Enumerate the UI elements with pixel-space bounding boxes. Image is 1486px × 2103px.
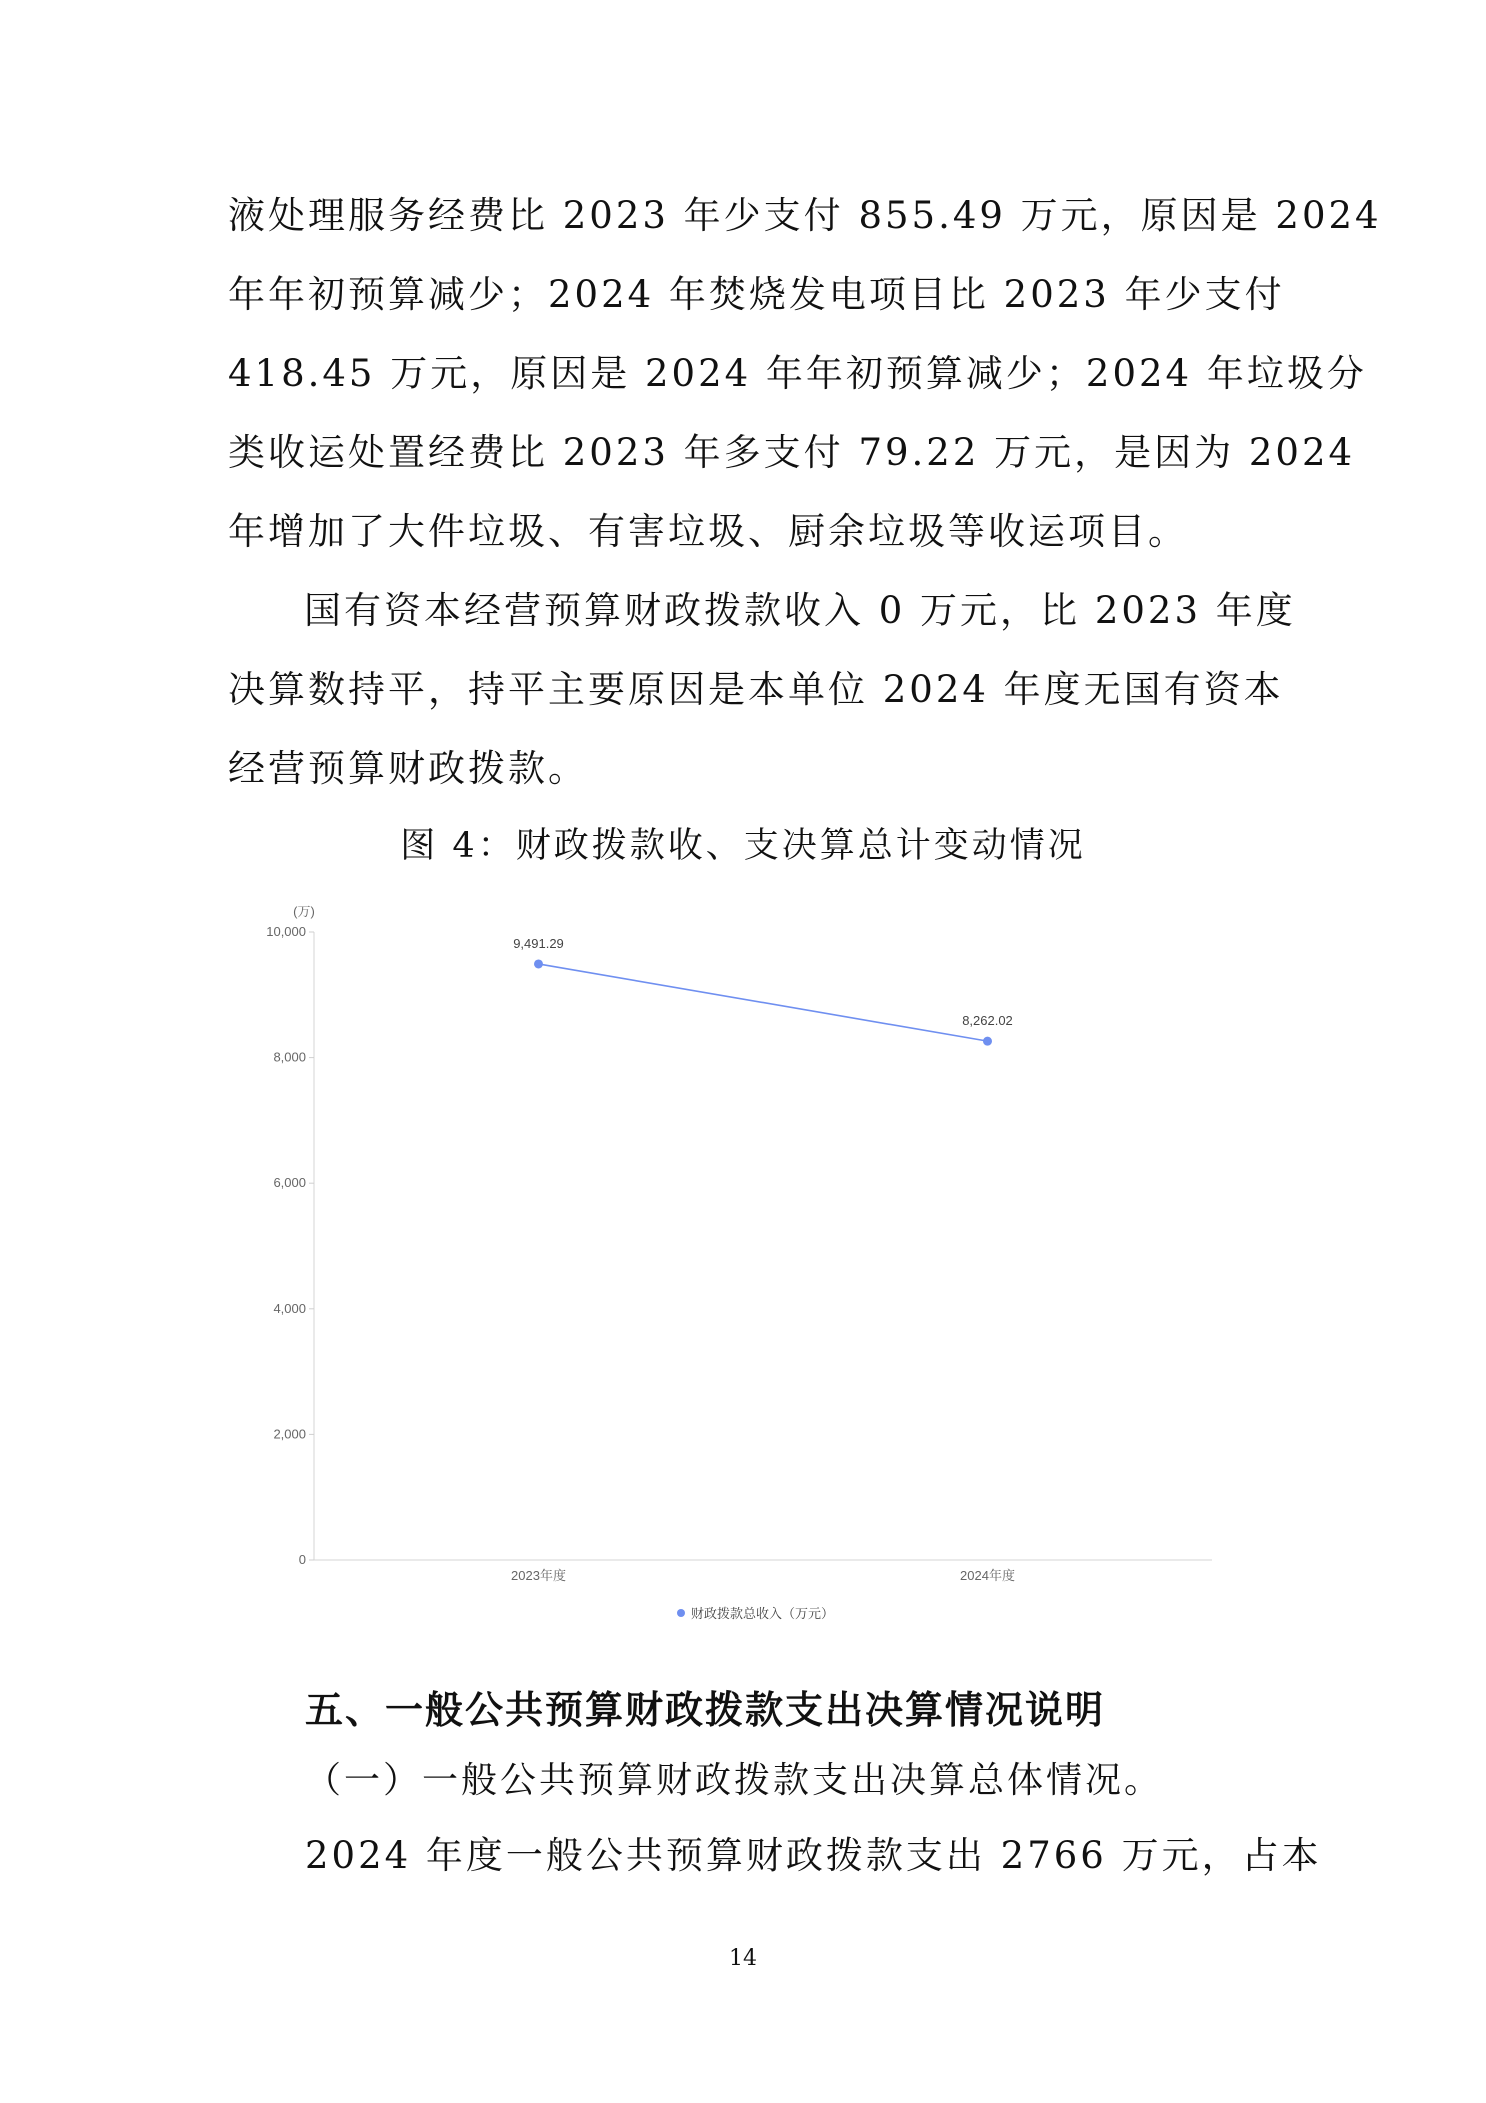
paragraph-line: 决算数持平，持平主要原因是本单位 2024 年度无国有资本: [228, 668, 1284, 711]
data-point: [534, 959, 543, 968]
paragraph-line: 国有资本经营预算财政拨款收入 0 万元，比 2023 年度: [304, 589, 1296, 632]
data-point: [983, 1037, 992, 1046]
y-tick-label: 4,000: [273, 1300, 306, 1316]
section-heading: 五、一般公共预算财政拨款支出决算情况说明: [305, 1688, 1106, 1732]
line-chart: [230, 892, 1250, 1632]
paragraph-expenditure-reasons: [228, 176, 1382, 571]
x-tick-label: 2024年度: [960, 1568, 1015, 1583]
paragraph-line: 418.45 万元，原因是 2024 年年初预算减少；2024 年垃圾分: [228, 352, 1367, 395]
paragraph-line: 经营预算财政拨款。: [228, 747, 588, 790]
series-line: [539, 964, 988, 1041]
y-tick-label: 0: [298, 1552, 306, 1567]
y-tick-label: 6,000: [273, 1175, 306, 1191]
paragraph-line: 年年初预算减少；2024 年焚烧发电项目比 2023 年少支付: [228, 273, 1285, 316]
paragraph-state-capital: [228, 571, 1296, 808]
legend-label: 财政拨款总收入（万元）: [691, 1606, 835, 1621]
data-label: 9,491.29: [513, 935, 564, 951]
x-tick-label: 2023年度: [511, 1568, 566, 1583]
y-tick-label: 2,000: [273, 1426, 306, 1442]
y-tick-label: 10,000: [266, 924, 306, 939]
figure-caption: 图 4：财政拨款收、支决算总计变动情况: [400, 826, 1086, 866]
paragraph-line: 年增加了大件垃圾、有害垃圾、厨余垃圾等收运项目。: [228, 510, 1188, 553]
page-number: 14: [729, 1946, 757, 1971]
data-label: 8,262.02: [962, 1013, 1013, 1029]
y-tick-label: 8,000: [273, 1049, 306, 1065]
paragraph-line: 2024 年度一般公共预算财政拨款支出 2766 万元，占本: [305, 1834, 1322, 1877]
y-axis-unit-label: (万): [293, 904, 315, 919]
paragraph-line: 液处理服务经费比 2023 年少支付 855.49 万元，原因是 2024: [228, 194, 1382, 237]
subsection-heading: （一）一般公共预算财政拨款支出决算总体情况。: [305, 1760, 1164, 1801]
legend-marker: [677, 1609, 685, 1617]
paragraph-line: 类收运处置经费比 2023 年多支付 79.22 万元，是因为 2024: [228, 431, 1356, 474]
